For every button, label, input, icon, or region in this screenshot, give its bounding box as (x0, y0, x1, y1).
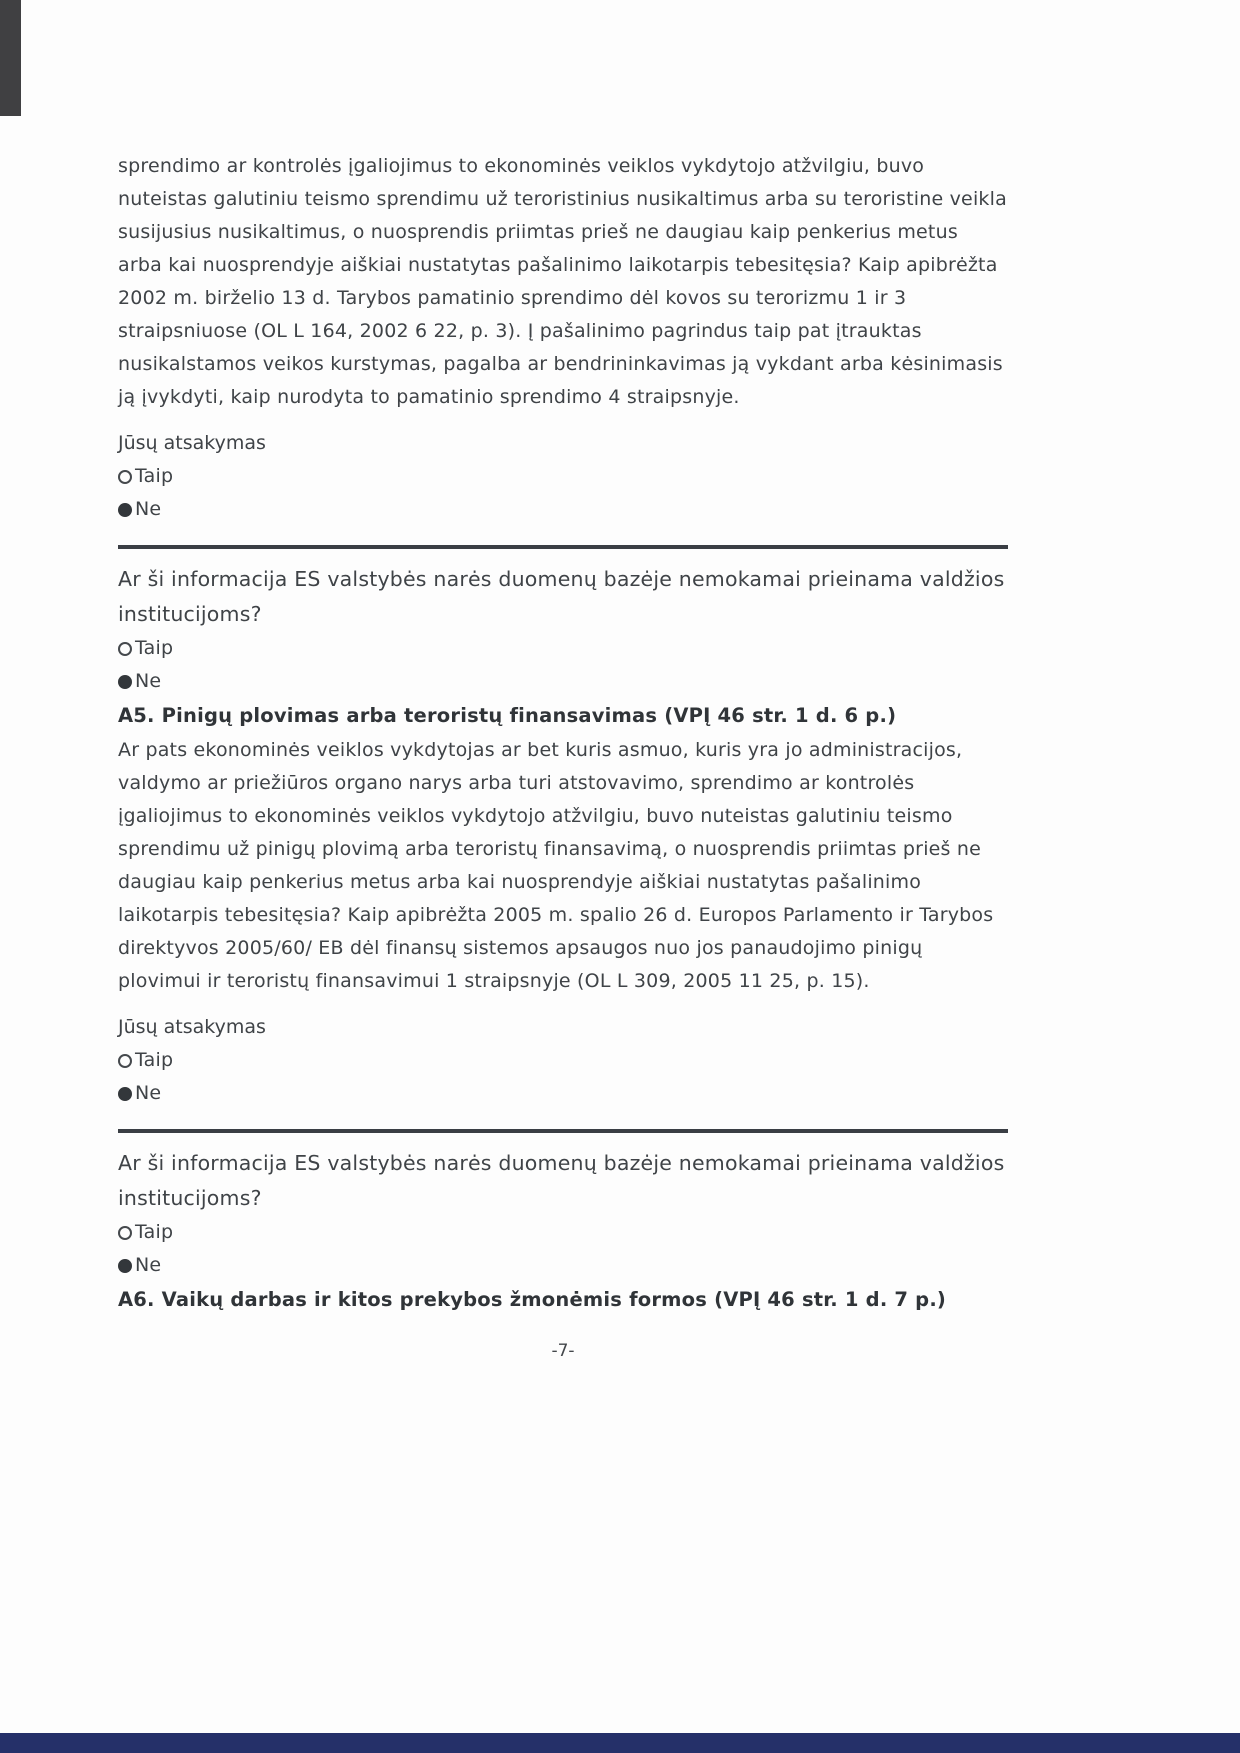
dbq2-radio-group (118, 1216, 1008, 1282)
answer1-radio-group (118, 460, 1008, 526)
answer-label: Jūsų atsakymas (118, 432, 266, 454)
radio-icon (118, 1087, 132, 1101)
section-heading-a5: A5. Pinigų plovimas arba teroristų finansavimas (VPĮ 46 str. 1 d. 6 p.) (118, 704, 897, 727)
section-divider (118, 1129, 1008, 1133)
radio-option-ne[interactable] (118, 493, 1008, 526)
radio-icon (118, 1054, 132, 1068)
paragraph-a4-continued: sprendimo ar kontrolės įgaliojimus to ekonominės veiklos vykdytojo atžvilgiu, buvo nuteistas galutiniu teismo sprendimu už teroristinius nusikaltimus arba su teroristine veikla susijusius nusikaltimus, o nuosprendis priimtas prieš ne daugiau kaip penkerius metus arba kai nuosprendyje aiškiai nustatytas pašalinimo laikotarpis tebesitęsia? Kaip apibrėžta 2002 m. birželio 13 d. Tarybos pamatinio sprendimo dėl kovos su terorizmu 1 ir 3 straipsniuose (OL L 164, 2002 6 22, p. 3). Į pašalinimo pagrindus taip pat įtrauktas nusikalstamos veikos kurstymas, pagalba ar bendrininkavimas ją vykdant arba kėsinimasis ją įvykdyti, kaip nurodyta to pamatinio sprendimo 4 straipsnyje. (118, 155, 1007, 408)
radio-icon (118, 1226, 132, 1240)
radio-option-label: Ne (135, 1082, 162, 1104)
db-availability-question: Ar ši informacija ES valstybės narės duomenų bazėje nemokamai prieinama valdžios institucijoms? (118, 567, 1005, 626)
radio-option-label: Taip (135, 1049, 174, 1071)
scan-artifact (0, 0, 21, 116)
radio-option-label: Ne (135, 498, 162, 520)
radio-option-label: Taip (135, 465, 174, 487)
radio-option-ne[interactable] (118, 665, 1008, 698)
radio-icon (118, 1259, 132, 1273)
radio-option-taip[interactable] (118, 632, 1008, 665)
radio-option-taip[interactable] (118, 1044, 1008, 1077)
radio-option-ne[interactable] (118, 1249, 1008, 1282)
document-page-content (118, 150, 1008, 1368)
radio-option-ne[interactable] (118, 1077, 1008, 1110)
radio-option-label: Taip (135, 1221, 174, 1243)
radio-icon (118, 503, 132, 517)
bottom-scan-bar (0, 1733, 1240, 1753)
radio-option-label: Ne (135, 1254, 162, 1276)
radio-option-taip[interactable] (118, 460, 1008, 493)
dbq1-radio-group (118, 632, 1008, 698)
radio-option-label: Ne (135, 670, 162, 692)
section-heading-a6: A6. Vaikų darbas ir kitos prekybos žmonėmis formos (VPĮ 46 str. 1 d. 7 p.) (118, 1288, 947, 1311)
page-number: -7- (551, 1341, 575, 1361)
section-divider (118, 545, 1008, 549)
answer-label: Jūsų atsakymas (118, 1016, 266, 1038)
radio-option-taip[interactable] (118, 1216, 1008, 1249)
paragraph-a5: Ar pats ekonominės veiklos vykdytojas ar bet kuris asmuo, kuris yra jo administracijos, valdymo ar priežiūros organo narys arba turi atstovavimo, sprendimo ar kontrolės įgaliojimus to ekonominės veiklos vykdytojo atžvilgiu, buvo nuteistas galutiniu teismo sprendimu už pinigų plovimą arba teroristų finansavimą, o nuosprendis priimtas prieš ne daugiau kaip penkerius metus arba kai nuosprendyje aiškiai nustatytas pašalinimo laikotarpis tebesitęsia? Kaip apibrėžta 2005 m. spalio 26 d. Europos Parlamento ir Tarybos direktyvos 2005/60/ EB dėl finansų sistemos apsaugos nuo jos panaudojimo pinigų plovimui ir teroristų finansavimui 1 straipsnyje (OL L 309, 2005 11 25, p. 15). (118, 739, 994, 992)
radio-icon (118, 470, 132, 484)
radio-icon (118, 642, 132, 656)
answer2-radio-group (118, 1044, 1008, 1110)
radio-icon (118, 675, 132, 689)
db-availability-question: Ar ši informacija ES valstybės narės duomenų bazėje nemokamai prieinama valdžios institucijoms? (118, 1151, 1005, 1210)
radio-option-label: Taip (135, 637, 174, 659)
